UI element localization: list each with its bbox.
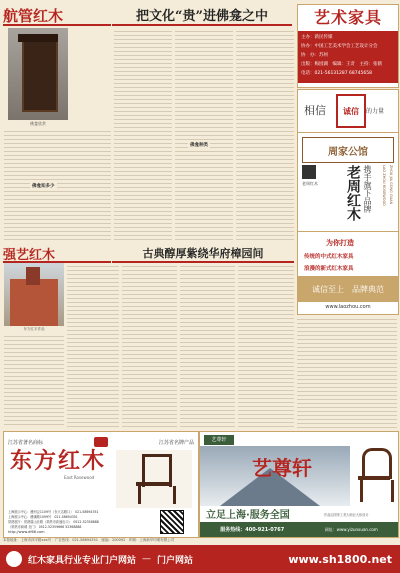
laozhou-small: 老周红木 — [302, 181, 318, 186]
photo-caption: 佛龛欣赏 — [30, 121, 46, 126]
mid-title-bar — [112, 245, 294, 263]
masthead-title: 艺术家具 — [298, 5, 398, 31]
yizunxuan-hotline: 服务热线：400-921-0767 — [220, 527, 285, 533]
section-title-qiangyi: 强艺红木 — [3, 247, 56, 263]
yizunxuan-site[interactable]: 网址：www.yizunxuan.com — [324, 526, 378, 532]
laozhou-big-name: 老周红木 — [345, 165, 361, 221]
masthead — [297, 4, 399, 88]
building-photo — [4, 263, 64, 326]
dongfang-brand-en: East Rosewood — [64, 475, 95, 480]
laozhou-ad — [297, 132, 399, 232]
mid-article-title: 古典醇厚紫绕华府樟园间 — [142, 247, 264, 260]
armchair-back — [362, 448, 392, 479]
badge-famous-product: 江苏省名牌产品 — [158, 439, 194, 446]
center-article-col2 — [175, 28, 233, 243]
laozhou-slogan-bar — [298, 276, 398, 302]
yizunxuan-ad — [199, 431, 399, 538]
laozhou-recruit — [297, 231, 399, 315]
dongfang-phone-2: 上海展示中心：漕溪路1099号 021-58694351 — [8, 515, 78, 519]
dongfang-chair-photo — [116, 450, 192, 508]
chair-legs — [138, 486, 176, 504]
bottom-slogan: 红木家具行业专业门户网站 — [28, 555, 137, 566]
mid-col-3 — [180, 263, 235, 428]
masthead-line: 主办：新民传媒 — [301, 35, 333, 40]
laozhou-vertical-slogan: 携手旗下品牌 — [363, 165, 372, 213]
slogan-seal — [336, 94, 366, 128]
building-tower — [26, 267, 40, 285]
zhoujia-brand: 周家公馆 — [328, 146, 368, 158]
dongfang-brand: 东方红木 — [10, 448, 107, 474]
slogan-center: 诚信 — [343, 106, 359, 116]
recruit-line-2: 浪漫的新式红木家具 — [304, 266, 354, 272]
mid-col-2 — [122, 263, 177, 428]
mid-col-5 — [297, 316, 397, 428]
center-article-col1 — [114, 28, 172, 243]
section-header-qiangyi — [3, 245, 111, 263]
armchair-legs — [360, 480, 394, 502]
yizunxuan-slogan: 立足上海·服务全国 — [206, 510, 290, 521]
mid-col-1 — [67, 263, 119, 428]
recruit-title: 为你打造 — [326, 239, 354, 247]
section-title: 航管红木 — [3, 6, 64, 25]
masthead-line: 协办：中国工艺美术学会工艺设计分会 — [301, 44, 378, 49]
left-subheading: 佛龛知多少 — [32, 184, 55, 189]
buddha-shrine-photo — [8, 28, 68, 120]
dongfang-badges — [8, 436, 194, 448]
bottom-portal: 门户网站 — [157, 555, 194, 566]
integrity-slogan — [297, 89, 399, 133]
zhoujia-logo-box — [302, 137, 394, 163]
yizunxuan-footer — [200, 522, 398, 537]
bottom-bar — [0, 545, 400, 573]
building-body — [10, 279, 58, 326]
slogan-right: 的力量 — [366, 108, 385, 115]
center-subheading: 佛龛种类 — [190, 143, 208, 148]
yizunxuan-note: 作品由国家工美大师巨大伟设计 — [324, 513, 369, 517]
laozhou-seal — [302, 165, 316, 179]
left-article-body — [4, 128, 111, 243]
masthead-line: 出版：梅园湖 编辑：王奇 主持：张鹤 — [301, 62, 382, 67]
mid-col-4 — [238, 263, 294, 428]
dongfang-ad — [3, 431, 199, 538]
shrine-roof — [18, 34, 58, 42]
badge-famous-brand: 江苏省著名商标 — [8, 439, 44, 446]
recruit-line-1: 传统的中式红木家具 — [304, 254, 354, 260]
yizunxuan-logo-text: 艺尊轩 — [211, 437, 227, 443]
bottom-logo-icon — [6, 551, 22, 567]
yizunxuan-brand: 艺尊轩 — [252, 456, 312, 480]
yizunxuan-slogan-bar — [200, 506, 398, 520]
laozhou-vertical-en2: ZHOU JIA GONG GUAN — [389, 165, 393, 205]
laozhou-slogan: 诚信至上 品牌典范 — [312, 284, 384, 294]
dongfang-phone-4: （常熟市商城 北门） 0512-52359666 52368888 — [8, 525, 82, 529]
dongfang-phone-1: 上海展示中心：漕河泾1109号（东大名路口） 021-58694351 — [8, 510, 99, 514]
bottom-dash: — — [142, 554, 152, 564]
section-header-hangguan — [3, 6, 111, 26]
article-title: 把文化“贵”进佛龛之中 — [136, 8, 268, 24]
bottom-info-line: 本报地址：上海市四平路xxx号 广告热线：021-58694351 邮编：200092 印刷：上海新华印刷有限公司 — [3, 538, 175, 542]
dongfang-phone-3: 常熟展厅：常熟虞山北路（常熟市高速出口） 0512-52358888 — [8, 520, 99, 524]
yizunxuan-chair — [354, 446, 394, 508]
article-title-bar — [112, 4, 292, 26]
building-caption: 东方红木作品 — [23, 327, 45, 331]
shrine-body — [22, 38, 58, 112]
yizunxuan-logo — [204, 435, 234, 445]
center-article-col3 — [236, 28, 294, 243]
masthead-line: 协 办：苏州 — [301, 53, 328, 58]
masthead-line: 电话：021-56131287 68745658 — [301, 71, 372, 76]
qr-code-icon — [160, 510, 184, 534]
dongfang-site[interactable]: http://www.df66.com — [8, 530, 45, 534]
dongfang-logo-icon — [94, 437, 108, 447]
left-intro-text — [70, 28, 110, 120]
bottom-url[interactable]: www.sh1800.net — [288, 552, 392, 566]
laozhou-site: www.laozhou.com — [325, 304, 371, 310]
masthead-info — [298, 31, 398, 83]
slogan-left: 相信 — [304, 104, 326, 117]
mid-col-left — [4, 333, 64, 428]
laozhou-vertical-en: LAO ZHOU ROSEWOOD — [382, 165, 386, 206]
